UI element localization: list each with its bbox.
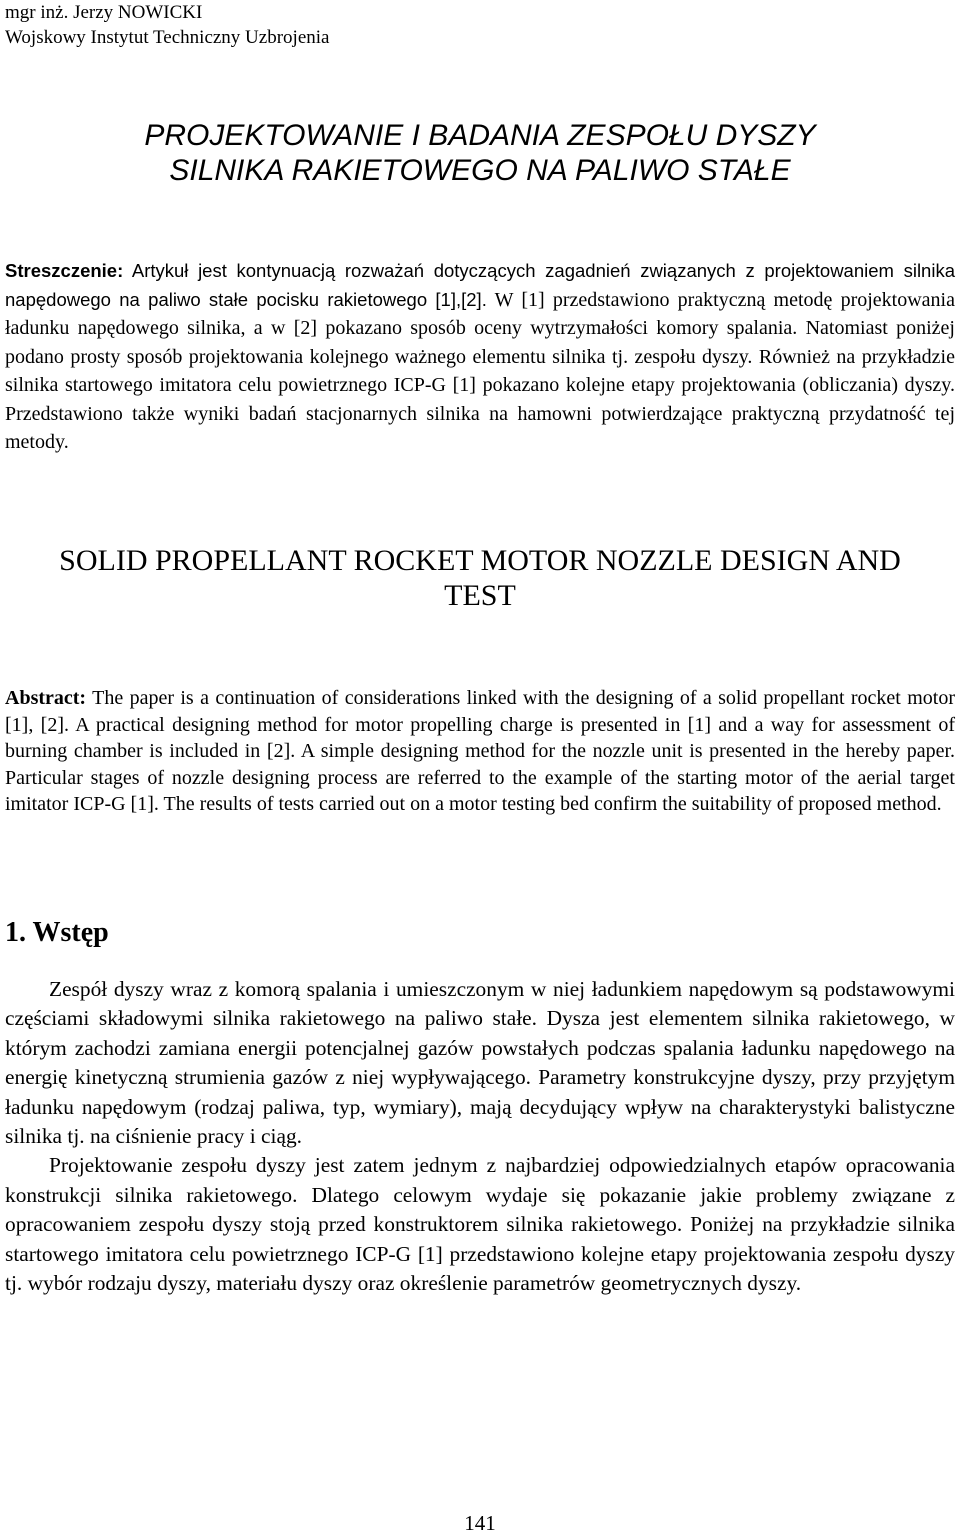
english-title-line-2: TEST <box>444 579 516 612</box>
english-abstract <box>5 685 955 818</box>
english-title-line-1: SOLID PROPELLANT ROCKET MOTOR NOZZLE DESIGN AND <box>59 544 901 577</box>
section-body <box>5 975 955 1298</box>
polish-abstract-label: Streszczenie: <box>5 260 124 281</box>
polish-title-line-1: PROJEKTOWANIE I BADANIA ZESPOŁU DYSZY <box>144 119 816 152</box>
polish-abstract <box>5 257 955 457</box>
english-title <box>0 543 960 613</box>
page-number: 141 <box>464 1511 496 1535</box>
author-block <box>5 0 329 50</box>
polish-title-line-2: SILNIKA RAKIETOWEGO NA PALIWO STAŁE <box>169 154 791 187</box>
author-affiliation: Wojskowy Instytut Techniczny Uzbrojenia <box>5 27 330 48</box>
polish-abstract-text-sans: Artykuł jest kontynuacją rozważań dotyczących zagadnień związanych z projektowaniem silnika napędowego na paliwo stałe pocisku rakietowego [1],[2]. <box>5 260 955 310</box>
body-paragraph-2: Projektowanie zespołu dyszy jest zatem jednym z najbardziej odpowiedzialnych etapów opracowania konstrukcji silnika rakietowego. Dlatego celowym wydaje się pokazanie jakie problemy związane z opracowaniem zespołu dyszy stoją przed konstruktorem silnika rakietowego. Poniżej na przykładzie silnika startowego imitatora celu powietrznego ICP-G [1] przedstawiono kolejne etapy projektowania zespołu dyszy tj. wybór rodzaju dyszy, materiału dyszy oraz określenie parametrów geometrycznych dyszy. <box>5 1153 955 1296</box>
section-heading: 1. Wstęp <box>5 917 109 948</box>
english-abstract-text: The paper is a continuation of considerations linked with the designing of a solid propellant rocket motor [1], [2]. A practical designing method for motor propelling charge is presented in [1] and a way for assessment of burning chamber is included in [2]. A simple designing method for the nozzle unit is presented in the hereby paper. Particular stages of nozzle designing process are referred to the example of the starting motor of the aerial target imitator ICP-G [1]. The results of tests carried out on a motor testing bed confirm the suitability of proposed method. <box>5 687 955 815</box>
polish-title <box>0 118 960 188</box>
body-paragraph-1: Zespół dyszy wraz z komorą spalania i umieszczonym w niej ładunkiem napędowym są podstawowymi częściami składowymi silnika rakietowego na paliwo stałe. Dysza jest elementem silnika rakietowego, w którym zachodzi zamiana energii potencjalnej gazów powstałych podczas spalania ładunku napędowego na energię kinetyczną strumienia gazów z niej wypływającego. Parametry konstrukcyjne dyszy, przy przyjętym ładunku napędowym (rodzaj paliwa, typ, wymiary), mają decydujący wpływ na charakterystyki balistyczne silnika tj. na ciśnienie pracy i ciąg. <box>5 977 955 1149</box>
polish-abstract-text: W [1] przedstawiono praktyczną metodę projektowania ładunku napędowego silnika, a w [2] pokazano sposób oceny wytrzymałości komory spalania. Natomiast poniżej podano prosty sposób projektowania kolejnego ważnego elementu silnika tj. zespołu dyszy. Również na przykładzie silnika startowego imitatora celu powietrznego ICP-G [1] pokazano kolejne etapy projektowania (obliczania) dyszy. Przedstawiono także wyniki badań stacjonarnych silnika na hamowni potwierdzające praktyczną przydatność tej metody. <box>5 288 955 453</box>
english-abstract-label: Abstract: <box>5 687 87 709</box>
author-name: mgr inż. Jerzy NOWICKI <box>5 2 203 23</box>
